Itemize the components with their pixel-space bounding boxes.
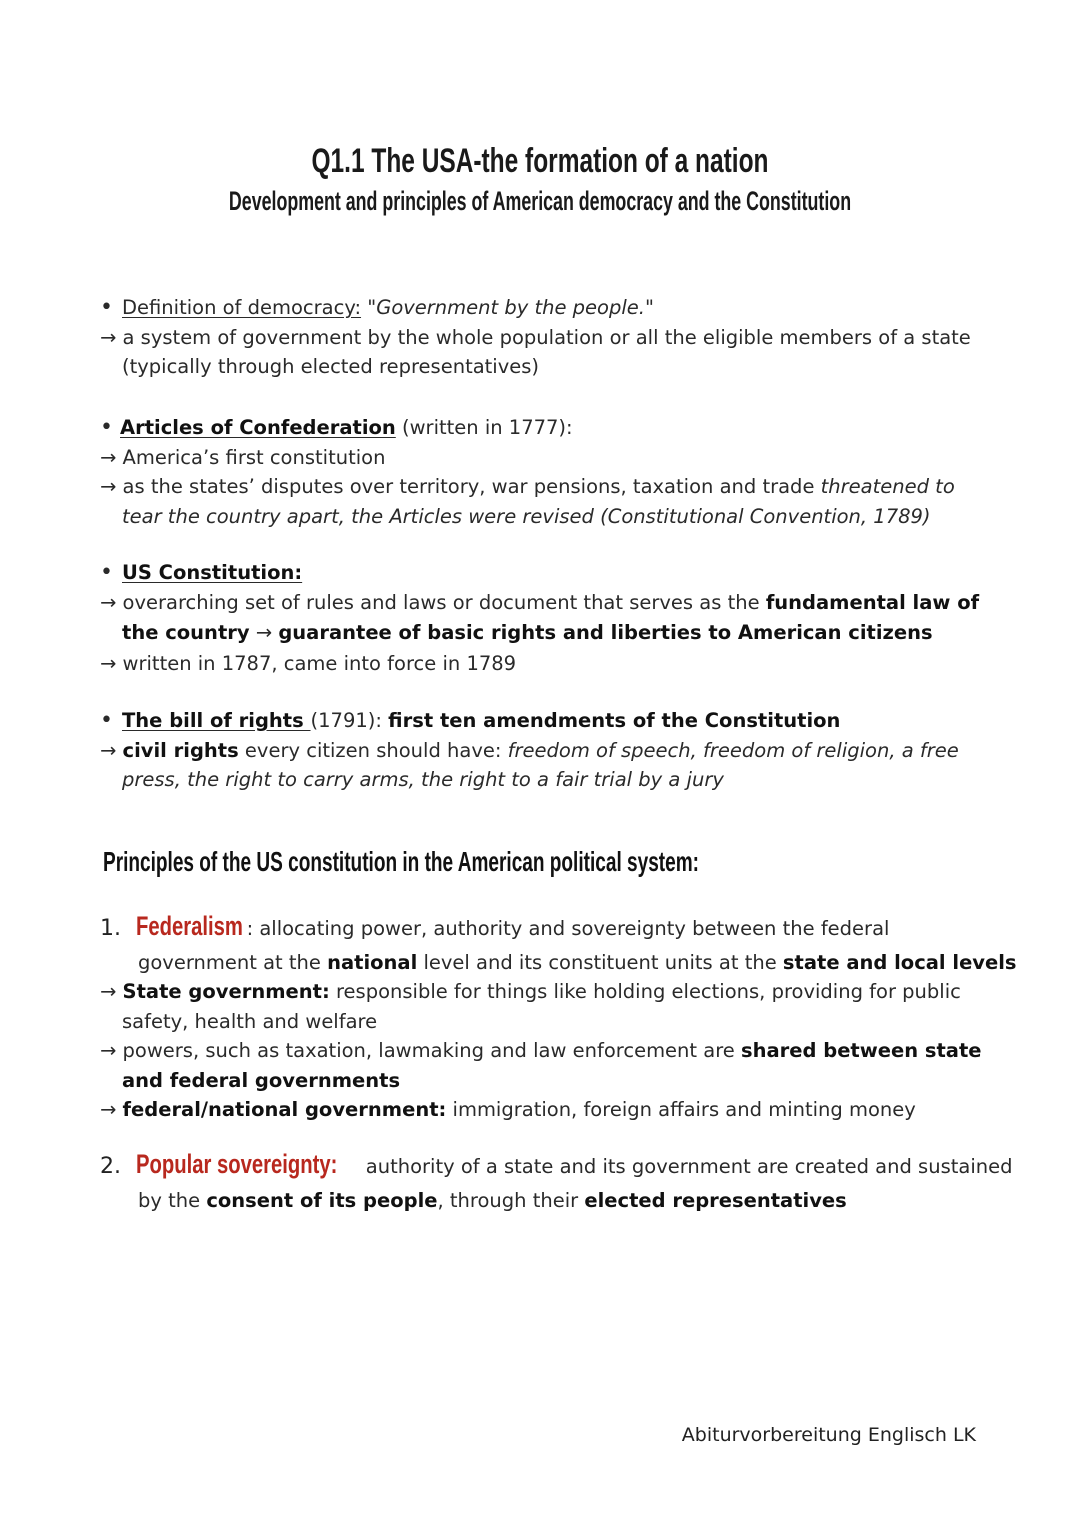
section-bill-of-rights: • The bill of rights (1791): first ten amendments of the Constitution → civil rights every citizen should have: freedom of speech, freedom of religion, a free press, the right to carry arms, the right to a fair trial by a jury xyxy=(100,708,959,791)
principles-heading: Principles of the US constitution in the American political system: xyxy=(103,846,699,877)
section-federalism: 1. Federalism : allocating power, authority and sovereignty between the federal government at the national level and its constituent units at the state and local levels → State government: responsible for things like holding elections, providing for public safety, health and welfare → powers, such as taxation, lawmaking and law enforcement are shared between state and federal governments → federal/national government: immigration, foreign affairs and minting money xyxy=(100,911,1017,1121)
section-constitution: • US Constitution: → overarching set of rules and laws or document that serves as the fundamental law of the country → guarantee of basic rights and liberties to American citizens → written in 1787, came into force in 1789 xyxy=(100,560,980,675)
page-footer: Abiturvorbereitung Englisch LK xyxy=(681,1424,976,1446)
bullet-icon: • xyxy=(100,560,113,585)
sovereignty-term: Popular sovereignty: xyxy=(136,1149,338,1179)
federalism-term: Federalism xyxy=(136,911,243,941)
page-title: Q1.1 The USA-the formation of a nation xyxy=(311,142,769,180)
bullet-icon: • xyxy=(100,708,113,733)
section-articles: • Articles of Confederation (written in 1777): → America’s first constitution → as the states’ disputes over territory, war pensions, taxation and trade threatened to tear the country apart, the Articles were revised (Constitutional Convention, 1789) xyxy=(100,415,955,528)
bullet-icon: • xyxy=(100,415,113,440)
section-democracy: • Definition of democracy: "Government by the people." → a system of government by the whole population or all the eligible members of a state (typically through elected representatives) xyxy=(100,295,971,378)
section-popular-sovereignty: 2. Popular sovereignty: authority of a state and its government are created and sustained by the consent of its people, through their elected representatives xyxy=(100,1149,1013,1212)
page-subtitle: Development and principles of American democracy and the Constitution xyxy=(228,186,852,216)
democracy-label: Definition of democracy: xyxy=(122,296,362,319)
bullet-icon: • xyxy=(100,295,113,320)
